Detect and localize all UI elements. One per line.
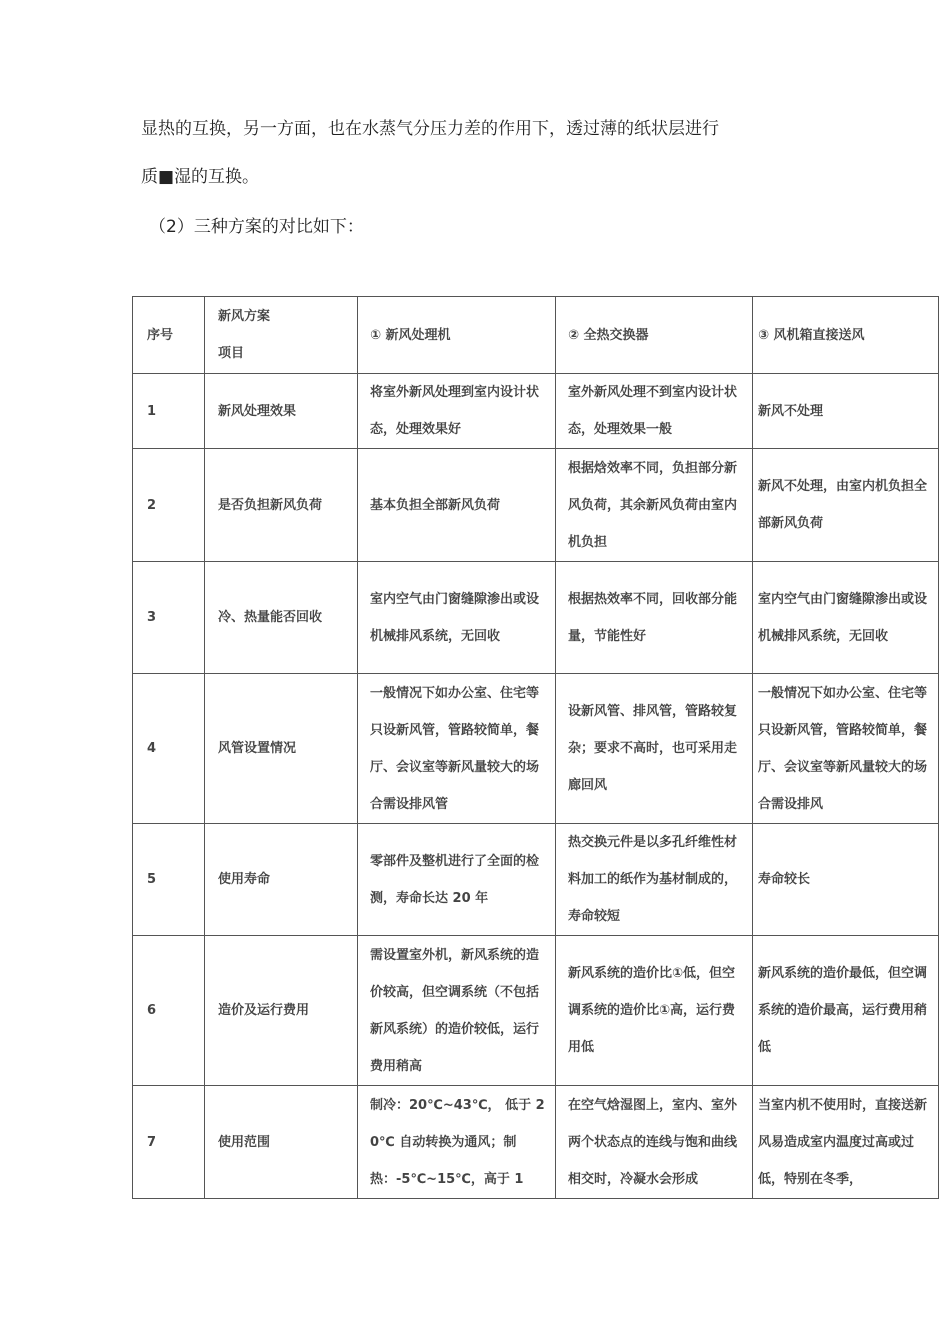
row-no: 3 <box>133 562 205 674</box>
row-option-2: 室外新风处理不到室内设计状态，处理效果一般 <box>556 374 753 449</box>
row-no: 2 <box>133 449 205 562</box>
row-item: 使用范围 <box>205 1086 358 1199</box>
table-row <box>133 449 939 562</box>
row-item: 使用寿命 <box>205 824 358 936</box>
row-option-1: 零部件及整机进行了全面的检测，寿命长达 20 年 <box>358 824 556 936</box>
header-item-top: 新风方案 <box>218 309 271 324</box>
row-option-1: 一般情况下如办公室、住宅等只设新风管，管路较简单，餐厅、会议室等新风量较大的场合需设排风管 <box>358 674 556 824</box>
header-no: 序号 <box>133 297 205 374</box>
row-option-3: 室内空气由门窗缝隙渗出或设机械排风系统，无回收 <box>753 562 939 674</box>
row-option-3: 当室内机不使用时，直接送新风易造成室内温度过高或过低，特别在冬季， <box>753 1086 939 1199</box>
row-item: 是否负担新风负荷 <box>205 449 358 562</box>
row-option-2: 根据热效率不同，回收部分能量，节能性好 <box>556 562 753 674</box>
row-option-3: 新风不处理 <box>753 374 939 449</box>
row-option-1: 制冷：20℃~43℃， 低于 20℃ 自动转换为通风；制热：-5℃~15℃，高于 1 <box>358 1086 556 1199</box>
row-option-1: 室内空气由门窗缝隙渗出或设机械排风系统，无回收 <box>358 562 556 674</box>
row-option-3: 一般情况下如办公室、住宅等只设新风管，管路较简单，餐厅、会议室等新风量较大的场合需设排风 <box>753 674 939 824</box>
header-option-2: ② 全热交换器 <box>556 297 753 374</box>
row-option-2: 热交换元件是以多孔纤维性材料加工的纸作为基材制成的，寿命较短 <box>556 824 753 936</box>
header-item <box>205 297 358 374</box>
row-option-1: 将室外新风处理到室内设计状态，处理效果好 <box>358 374 556 449</box>
row-item: 风管设置情况 <box>205 674 358 824</box>
row-no: 1 <box>133 374 205 449</box>
row-option-2: 在空气焓湿图上，室内、室外两个状态点的连线与饱和曲线相交时，冷凝水会形成 <box>556 1086 753 1199</box>
row-option-3: 寿命较长 <box>753 824 939 936</box>
section-intro: （2）三种方案的对比如下： <box>149 217 364 237</box>
row-item: 冷、热量能否回收 <box>205 562 358 674</box>
table-row <box>133 936 939 1086</box>
row-option-1: 基本负担全部新风负荷 <box>358 449 556 562</box>
comparison-table <box>132 296 939 1199</box>
row-option-2: 新风系统的造价比①低，但空调系统的造价比①高，运行费用低 <box>556 936 753 1086</box>
table-row <box>133 562 939 674</box>
row-no: 4 <box>133 674 205 824</box>
header-item-bottom: 项目 <box>218 346 245 361</box>
row-option-2: 根据焓效率不同，负担部分新风负荷，其余新风负荷由室内机负担 <box>556 449 753 562</box>
row-option-1: 需设置室外机，新风系统的造价较高，但空调系统（不包括新风系统）的造价较低，运行费用稍高 <box>358 936 556 1086</box>
row-no: 6 <box>133 936 205 1086</box>
table-row <box>133 824 939 936</box>
row-item: 造价及运行费用 <box>205 936 358 1086</box>
header-option-3: ③ 风机箱直接送风 <box>753 297 939 374</box>
body-paragraph-line: 显热的互换，另一方面，也在水蒸气分压力差的作用下，透过薄的纸状层进行 <box>141 119 719 139</box>
table-row <box>133 374 939 449</box>
row-no: 5 <box>133 824 205 936</box>
body-paragraph-line: 质■湿的互换。 <box>141 167 260 187</box>
row-option-3: 新风不处理，由室内机负担全部新风负荷 <box>753 449 939 562</box>
row-option-3: 新风系统的造价最低，但空调系统的造价最高，运行费用稍低 <box>753 936 939 1086</box>
header-option-1: ① 新风处理机 <box>358 297 556 374</box>
row-no: 7 <box>133 1086 205 1199</box>
row-item: 新风处理效果 <box>205 374 358 449</box>
table-row <box>133 1086 939 1199</box>
row-option-2: 设新风管、排风管，管路较复杂；要求不高时，也可采用走廊回风 <box>556 674 753 824</box>
table-header-row <box>133 297 939 374</box>
table-row <box>133 674 939 824</box>
